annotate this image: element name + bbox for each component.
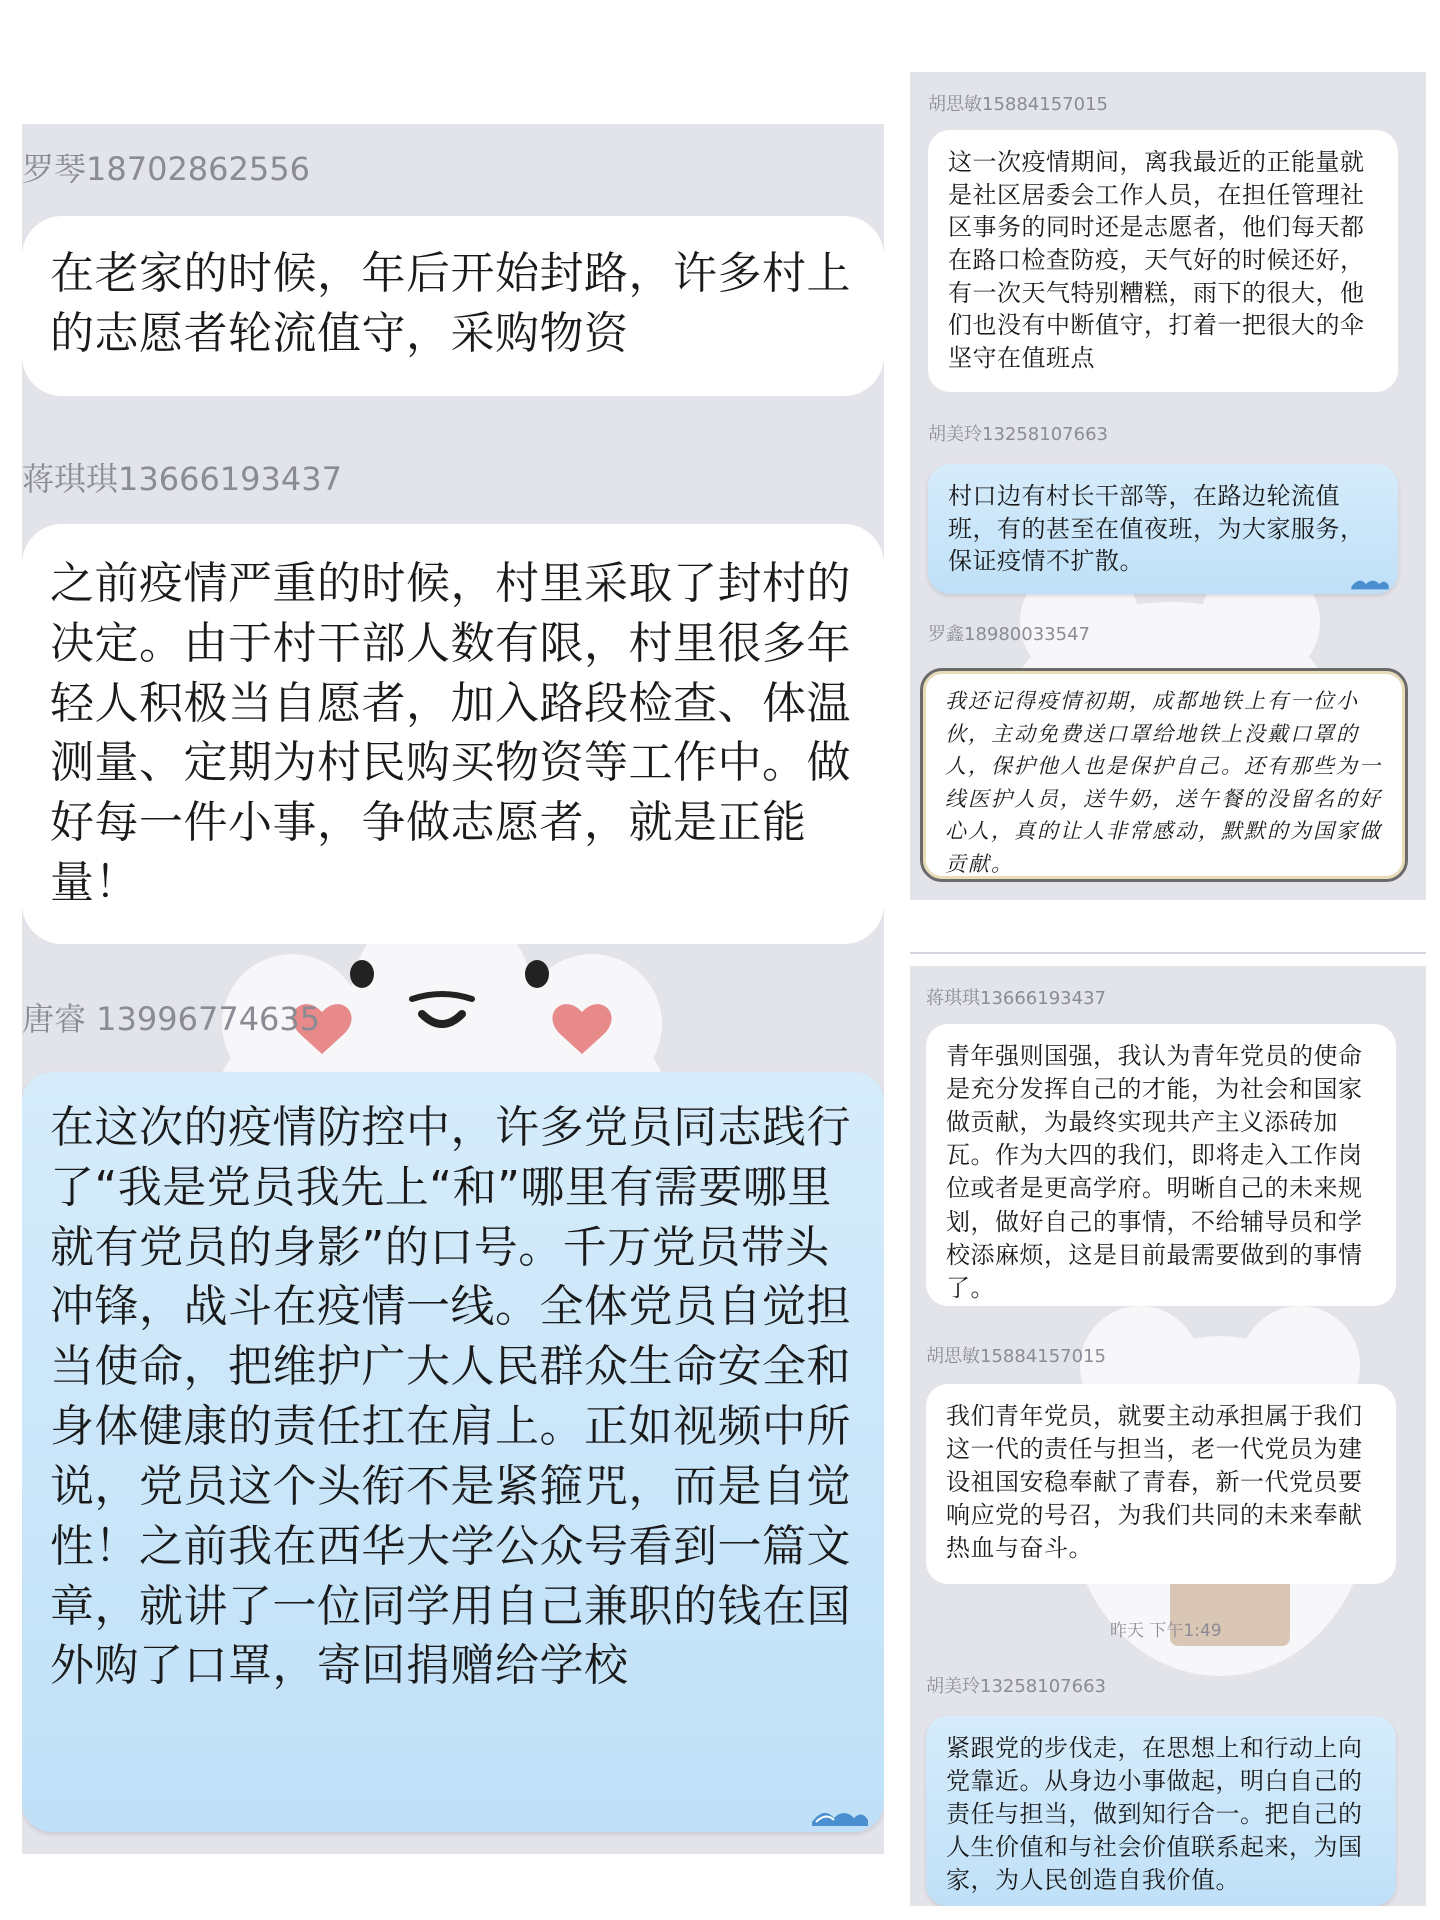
- message-text: 紧跟党的步伐走，在思想上和行动上向党靠近。从身边小事做起，明白自己的责任与担当，做到知行合一。把自己的人生价值和与社会价值联系起来，为国家，为人民创造自我价值。: [946, 1734, 1363, 1895]
- message-text: 在老家的时候，年后开始封路，许多村上的志愿者轮流值守，采购物资: [50, 248, 851, 359]
- sender-name: 唐睿 13996774635: [22, 1000, 321, 1038]
- message-bubble: [926, 1384, 1396, 1584]
- message-text: 在这次的疫情防控中，许多党员同志践行了“我是党员我先上“和”哪里有需要哪里就有党员的身影”的口号。千万党员带头冲锋，战斗在疫情一线。全体党员自觉担当使命，把维护广大人民群众生命安全和身体健康的责任扛在肩上。正如视频中所说，党员这个头衔不是紧箍咒，而是自觉性！之前我在西华大学公众号看到一篇文章，就讲了一位同学用自己兼职的钱在国外购了口罩，寄回捐赠给学校: [50, 1102, 851, 1692]
- wave-decoration-icon: [810, 1804, 870, 1826]
- panel-divider: [910, 952, 1426, 954]
- message-bubble: [926, 1716, 1396, 1906]
- sender-name: 胡美玲13258107663: [928, 424, 1108, 445]
- wave-decoration-icon: [1350, 574, 1390, 590]
- message-bubble: [22, 1072, 884, 1832]
- message-text: 我还记得疫情初期，成都地铁上有一位小伙，主动免费送口罩给地铁上没戴口罩的人，保护他人也是保护自己。还有那些为一线医护人员，送牛奶，送午餐的没留名的好心人，真的让人非常感动，默默的为国家做贡献。: [945, 689, 1382, 876]
- message-bubble: [22, 216, 884, 396]
- message-bubble: [920, 668, 1408, 882]
- message-bubble: [926, 1024, 1396, 1306]
- sender-name: 罗鑫18980033547: [928, 624, 1090, 645]
- message-bubble: [928, 464, 1398, 594]
- message-text: 我们青年党员，就要主动承担属于我们这一代的责任与担当，老一代党员为建设祖国安稳奉献了青春，新一代党员要响应党的号召，为我们共同的未来奉献热血与奋斗。: [946, 1402, 1363, 1563]
- sender-name: 蒋琪琪13666193437: [926, 988, 1106, 1009]
- sender-name: 胡思敏15884157015: [928, 94, 1108, 115]
- message-text: 村口边有村长干部等，在路边轮流值班，有的甚至在值夜班，为大家服务，保证疫情不扩散。: [948, 482, 1365, 576]
- sender-name: 蒋琪琪13666193437: [22, 460, 342, 498]
- bottom-right-chat-panel: [910, 966, 1426, 1906]
- message-bubble: [928, 130, 1398, 392]
- message-text: 青年强则国强，我认为青年党员的使命是充分发挥自己的才能，为社会和国家做贡献，为最终实现共产主义添砖加瓦。作为大四的我们，即将走入工作岗位或者是更高学府。明晰自己的未来规划，做好自己的事情，不给辅导员和学校添麻烦，这是目前最需要做到的事情了。: [946, 1042, 1363, 1302]
- message-text: 这一次疫情期间，离我最近的正能量就是社区居委会工作人员，在担任管理社区事务的同时还是志愿者，他们每天都在路口检查防疫，天气好的时候还好，有一次天气特别糟糕，雨下的很大，他们也没有中断值守，打着一把很大的伞坚守在值班点: [948, 148, 1365, 372]
- message-text: 之前疫情严重的时候，村里采取了封村的决定。由于村干部人数有限，村里很多年轻人积极当自愿者，加入路段检查、体温测量、定期为村民购买物资等工作中。做好每一件小事，争做志愿者，就是正能量！: [50, 558, 851, 909]
- top-right-chat-panel: [910, 72, 1426, 900]
- sender-name: 胡美玲13258107663: [926, 1676, 1106, 1697]
- message-bubble: [22, 524, 884, 944]
- message-timestamp: 昨天 下午1:49: [1110, 1621, 1222, 1641]
- sender-name: 罗琴18702862556: [22, 150, 310, 188]
- left-chat-panel: [22, 124, 884, 1854]
- sender-name: 胡思敏15884157015: [926, 1346, 1106, 1367]
